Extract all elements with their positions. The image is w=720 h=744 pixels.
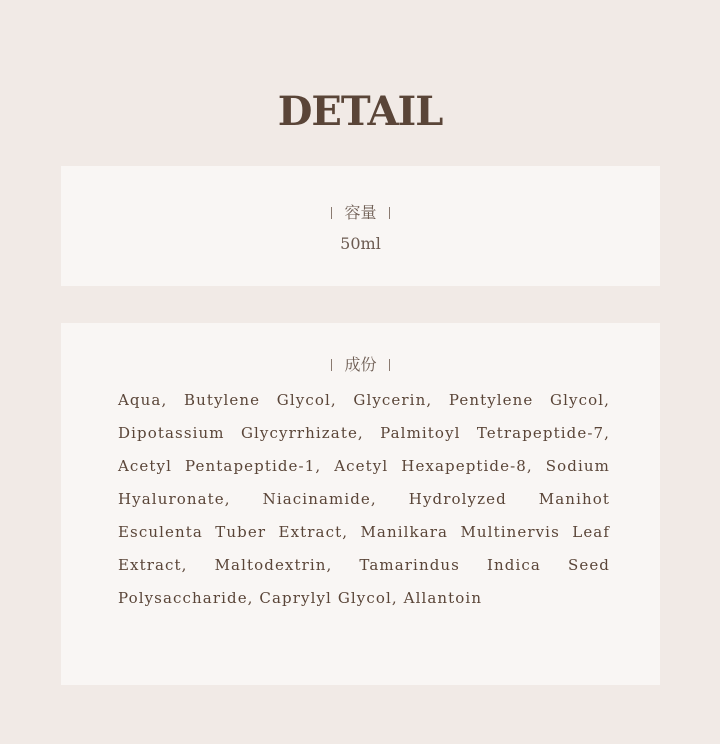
ingredients-panel [61,323,660,685]
ingredients-label [61,354,660,376]
volume-value: 50ml [340,234,381,253]
ingredients-label-text: 成份 [344,355,377,374]
volume-panel [61,166,660,286]
volume-label [61,202,660,224]
volume-label-text: 容量 [344,203,377,222]
label-divider-right [389,359,390,371]
label-divider-left [331,207,332,219]
label-divider-left [331,359,332,371]
label-divider-right [389,207,390,219]
page-title: DETAIL [277,88,443,135]
ingredients-list: Aqua, Butylene Glycol, Glycerin, Pentylene Glycol, Dipotassium Glycyrrhizate, Palmitoyl Tetrapeptide-7, Acetyl Pentapeptide-1, Acetyl Hexapeptide-8, Sodium Hyaluronate, Niacinamide, Hydrolyzed Manihot Esculenta Tuber Extract, Manilkara Multinervis Leaf Extract, Maltodextrin, Tamarindus Indica Seed Polysaccharide, Caprylyl Glycol, Allantoin [118,391,610,607]
